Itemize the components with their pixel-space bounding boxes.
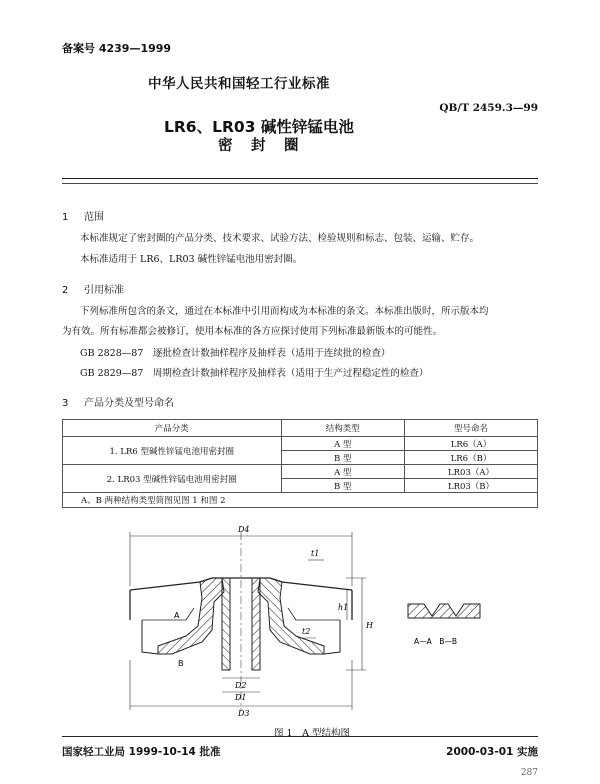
- table-header-structure: 结构类型: [281, 420, 405, 437]
- header-rule-thin: [62, 183, 538, 184]
- table-cell-model: LR03（B）: [405, 479, 538, 493]
- section-marker-b: B: [178, 659, 184, 668]
- section-classification-heading: [62, 394, 174, 409]
- footer-rule: [62, 736, 538, 737]
- document-title-line2: 密 封 圈: [218, 138, 301, 154]
- dim-t1-label: t1: [311, 549, 320, 558]
- table-header-model: 型号命名: [405, 420, 538, 437]
- scope-paragraph-2: 本标准适用于 LR6、LR03 碱性锌锰电池用密封圈。: [80, 254, 303, 265]
- page-number: 287: [520, 768, 538, 778]
- table-header-category: 产品分类: [63, 420, 282, 437]
- table-note: A、B 两种结构类型简图见图 1 和图 2: [63, 493, 538, 508]
- filing-number: 备案号 4239—1999: [62, 42, 172, 55]
- reference-item-gb2829: GB 2829—87 周期检查计数抽样程序及抽样表（适用于生产过程稳定性的检查）: [80, 368, 429, 379]
- table-cell-model: LR6（B）: [405, 451, 538, 465]
- section-title: 引用标准: [84, 285, 124, 296]
- section-number: 3: [62, 398, 69, 409]
- dim-d2-label: D2: [235, 681, 247, 690]
- dim-d1-label: D1: [235, 693, 247, 702]
- table-cell-model: LR03（A）: [405, 465, 538, 479]
- table-cell-model: LR6（A）: [405, 437, 538, 451]
- section-detail-label: A—A B—B: [414, 637, 458, 646]
- references-intro-line1: 下列标准所包含的条文，通过在本标准中引用而构成为本标准的条文。本标准出版时，所示版本均: [80, 306, 489, 317]
- table-header-row: [63, 420, 538, 437]
- table-cell-type: B 型: [281, 479, 405, 493]
- document-title-line1: LR6、LR03 碱性锌锰电池: [164, 118, 354, 136]
- section-title: 范围: [84, 212, 104, 223]
- industry-standard-title: 中华人民共和国轻工行业标准: [148, 76, 330, 92]
- table-cell-type: B 型: [281, 451, 405, 465]
- scope-paragraph-1: 本标准规定了密封圈的产品分类、技术要求、试验方法、检验规则和标志、包装、运输、贮存。: [80, 233, 480, 244]
- section-number: 2: [62, 285, 69, 296]
- table-cell-category: 1. LR6 型碱性锌锰电池用密封圈: [63, 437, 282, 465]
- standard-number: QB/T 2459.3—99: [439, 102, 538, 114]
- table-row: [63, 465, 538, 479]
- header-rule-thick: [62, 178, 538, 179]
- table-cell-type: A 型: [281, 437, 405, 451]
- classification-table: [62, 419, 538, 508]
- approval-info: 国家轻工业局 1999-10-14 批准: [62, 746, 221, 758]
- section-scope-heading: [62, 208, 104, 223]
- section-detail-view: [408, 604, 480, 618]
- table-note-row: [63, 493, 538, 508]
- section-title: 产品分类及型号命名: [84, 398, 174, 409]
- references-intro-line2: 为有效。所有标准都会被修订，使用本标准的各方应探讨使用下列标准最新版本的可能性。: [62, 326, 443, 337]
- table-cell-category: 2. LR03 型碱性锌锰电池用密封圈: [63, 465, 282, 493]
- dimension-lines: [130, 532, 366, 710]
- section-marker-a: A: [174, 611, 180, 620]
- dim-h1-label: h1: [338, 603, 349, 612]
- dim-t2-label: t2: [302, 627, 311, 636]
- figure-caption: 图 1 A 型结构图: [274, 728, 350, 739]
- reference-item-gb2828: GB 2828—87 逐批检查计数抽样程序及抽样表（适用于连续批的检查）: [80, 348, 391, 359]
- table-row: [63, 437, 538, 451]
- dim-d4-label: D4: [238, 525, 250, 534]
- dim-d3-label: D3: [238, 709, 250, 718]
- table-cell-type: A 型: [281, 465, 405, 479]
- implementation-date: 2000-03-01 实施: [446, 746, 538, 758]
- dim-h-label: H: [366, 621, 373, 630]
- figure-a-type-structure: [62, 520, 538, 720]
- section-number: 1: [62, 212, 69, 223]
- section-references-heading: [62, 281, 124, 296]
